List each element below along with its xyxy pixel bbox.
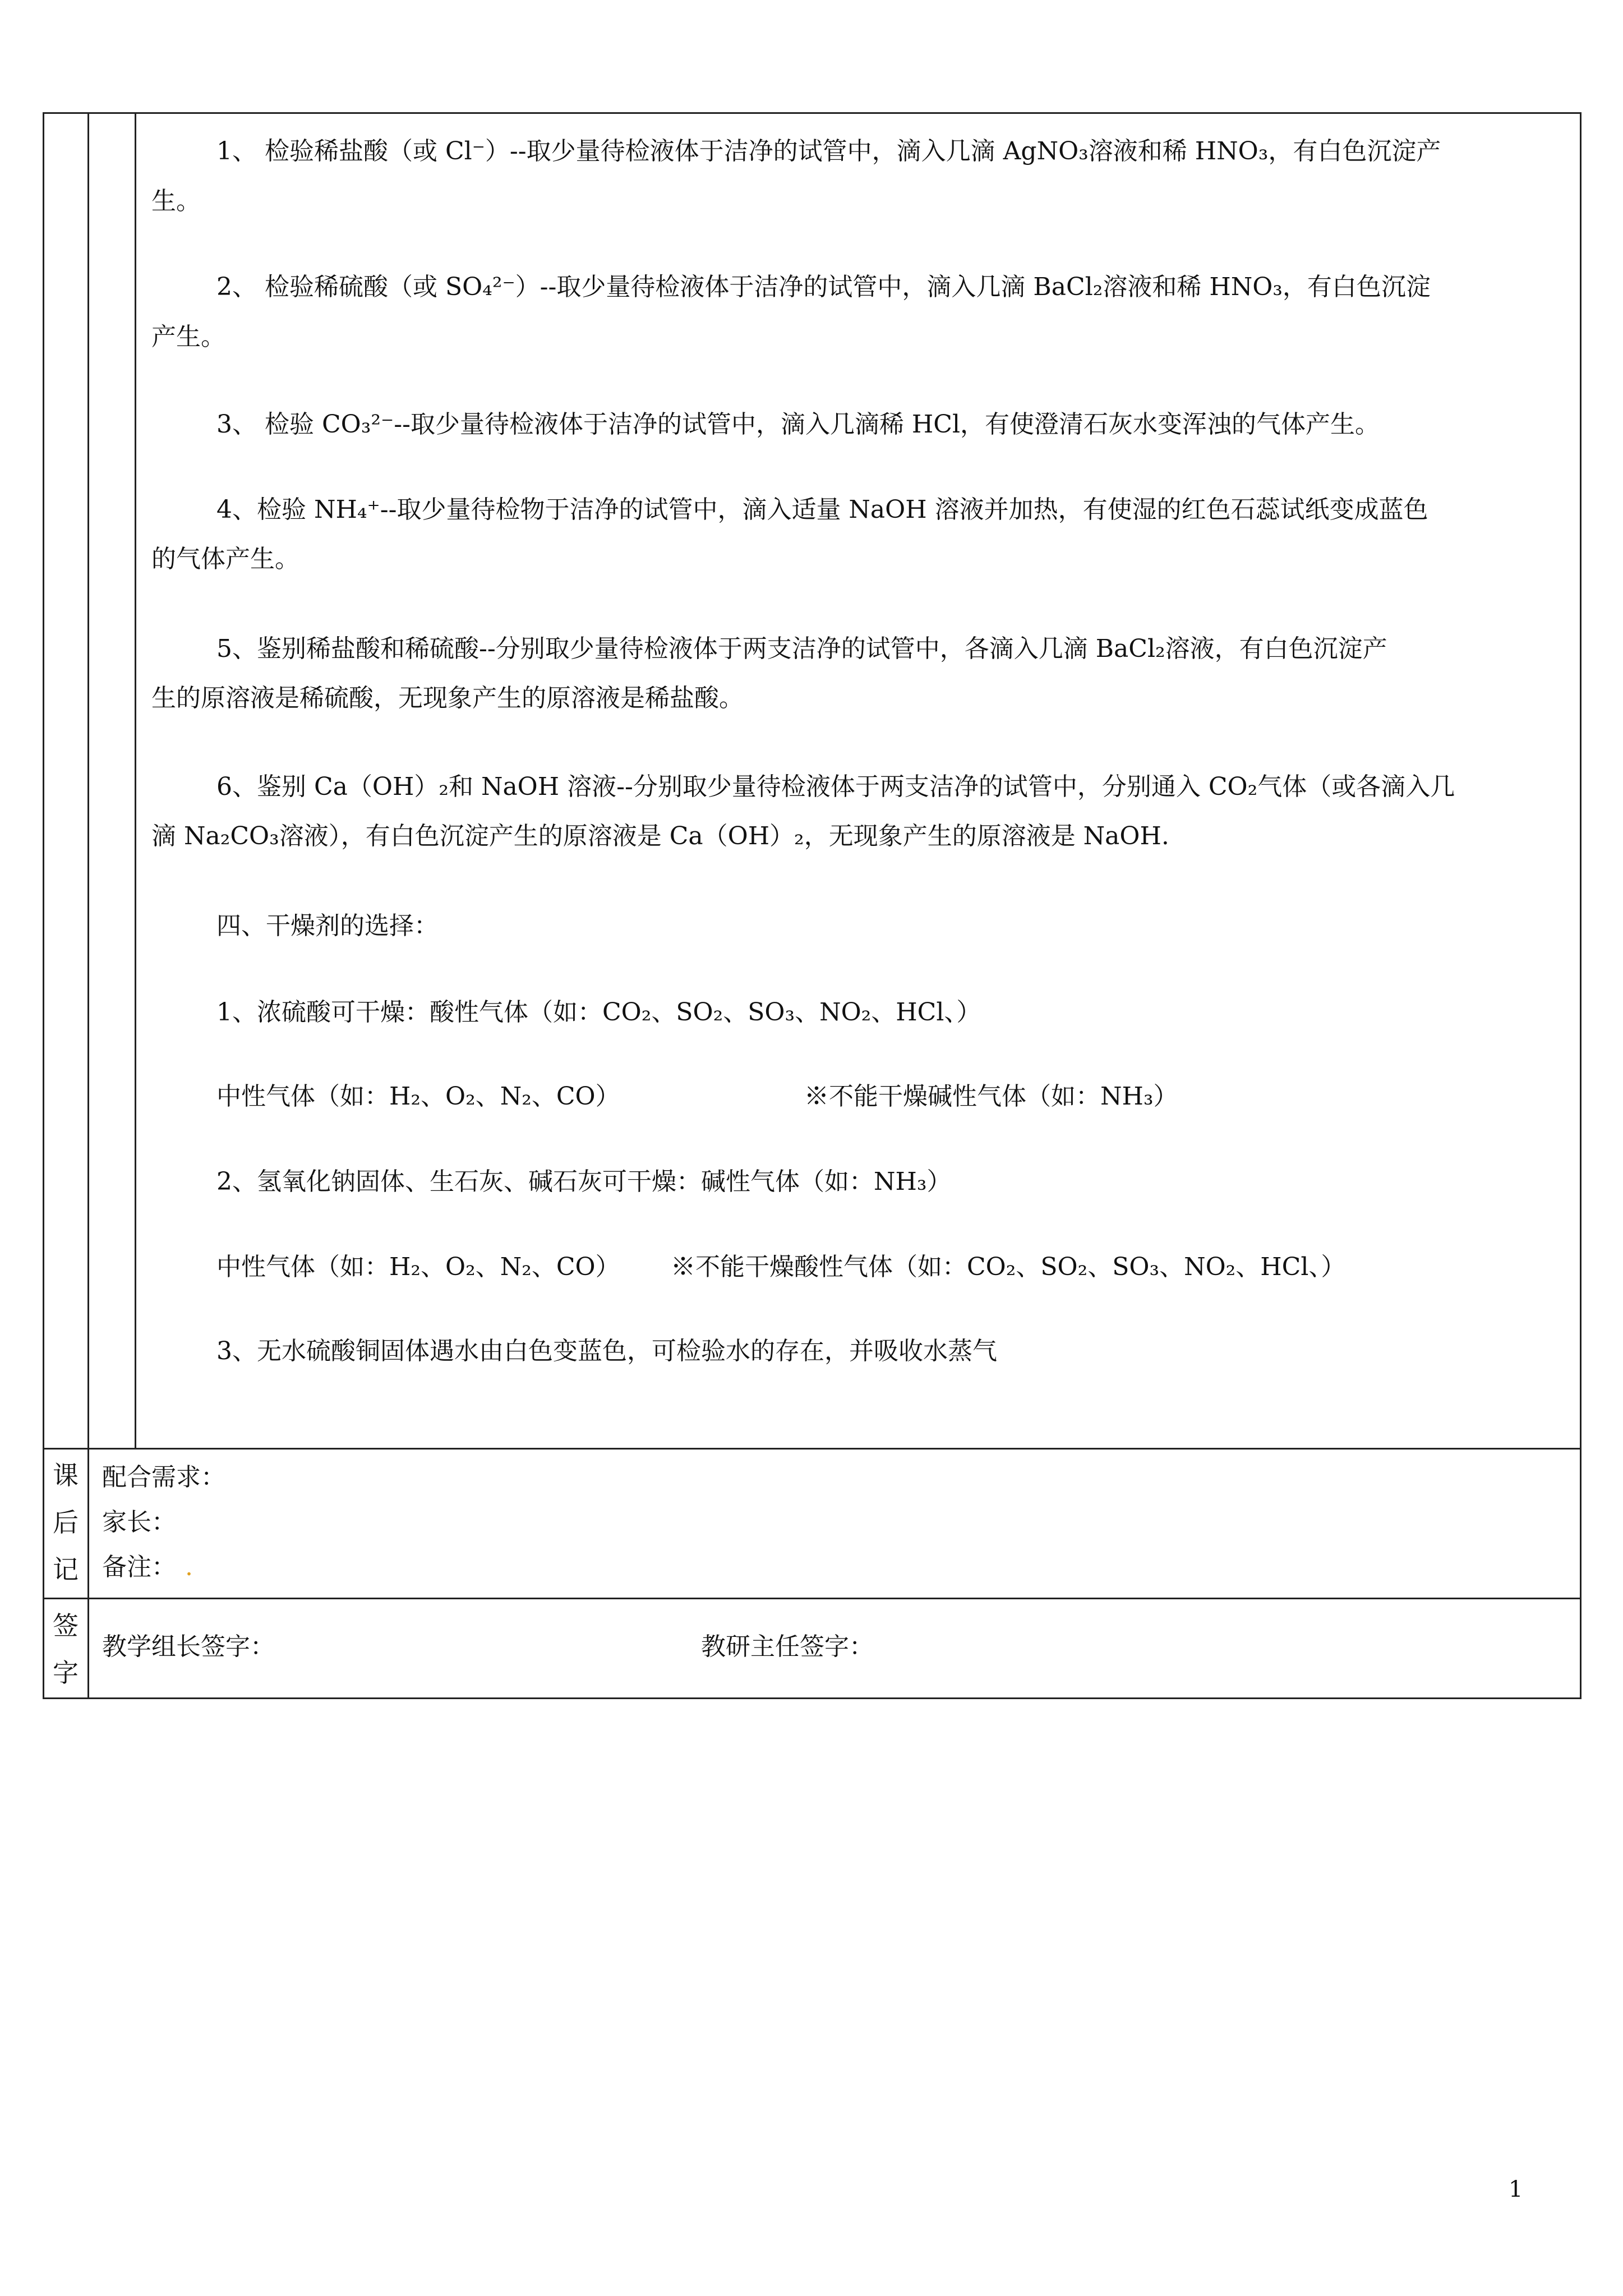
cooperation-needs-label: 配合需求： [102, 1463, 225, 1492]
paragraph-2-line-1: 2、 检验稀硫酸（或 SO₄²⁻）--取少量待检液体于洁净的试管中，滴入几滴 BaCl₂溶液和稀 HNO₃，有白色沉淀 [216, 273, 1431, 301]
signature-label [44, 1602, 87, 1696]
left-inner-border [87, 112, 89, 1699]
desiccant-2-neutral: 中性气体（如：H₂、O₂、N₂、CO） [216, 1253, 620, 1281]
signature-label-char-2: 字 [53, 1658, 79, 1688]
desiccant-2: 2、氢氧化钠固体、生石灰、碱石灰可干燥：碱性气体（如：NH₃） [216, 1167, 952, 1196]
paragraph-6-line-1: 6、鉴别 Ca（OH）₂和 NaOH 溶液--分别取少量待检液体于两支洁净的试管中，分别通入 CO₂气体（或各滴入几 [216, 772, 1455, 801]
paragraph-3: 3、 检验 CO₃²⁻--取少量待检液体于洁净的试管中，滴入几滴稀 HCl，有使澄清石灰水变浑浊的气体产生。 [216, 410, 1380, 439]
paragraph-6-line-2: 滴 Na₂CO₃溶液），有白色沉淀产生的原溶液是 Ca（OH）₂，无现象产生的原溶液是 NaOH. [151, 822, 1169, 850]
remarks-mark: . [185, 1553, 193, 1581]
desiccant-3: 3、无水硫酸铜固体遇水由白色变蓝色，可检验水的存在，并吸收水蒸气 [216, 1337, 997, 1365]
section-heading-4: 四、干燥剂的选择： [216, 912, 439, 940]
desiccant-2-note: ※不能干燥酸性气体（如：CO₂、SO₂、SO₃、NO₂、HCl、） [671, 1253, 1346, 1281]
row-divider-signature [43, 1598, 1581, 1599]
desiccant-1: 1、浓硫酸可干燥：酸性气体（如：CO₂、SO₂、SO₃、NO₂、HCl、） [216, 998, 981, 1027]
desiccant-1-neutral: 中性气体（如：H₂、O₂、N₂、CO） [216, 1082, 620, 1111]
after-class-label [44, 1452, 87, 1593]
content-left-border [135, 112, 136, 1448]
paragraph-4-line-2: 的气体产生。 [151, 545, 299, 573]
paragraph-2-line-2: 产生。 [151, 323, 225, 351]
paragraph-1-line-1: 1、 检验稀盐酸（或 Cl⁻）--取少量待检液体于洁净的试管中，滴入几滴 AgNO₃溶液和稀 HNO₃，有白色沉淀产 [216, 137, 1441, 165]
remarks-label: 备注： [102, 1553, 176, 1581]
paragraph-4-line-1: 4、检验 NH₄⁺--取少量待检物于洁净的试管中，滴入适量 NaOH 溶液并加热，有使湿的红色石蕊试纸变成蓝色 [216, 495, 1428, 524]
signature-label-char-1: 签 [53, 1611, 79, 1641]
parent-label: 家长： [102, 1508, 176, 1536]
after-class-label-char-2: 后 [53, 1507, 79, 1538]
after-class-label-char-3: 记 [53, 1554, 79, 1585]
after-class-label-char-1: 课 [53, 1460, 79, 1490]
research-director-signature: 教研主任签字： [701, 1632, 874, 1661]
paragraph-5-line-2: 生的原溶液是稀硫酸，无现象产生的原溶液是稀盐酸。 [151, 684, 744, 712]
paragraph-5-line-1: 5、鉴别稀盐酸和稀硫酸--分别取少量待检液体于两支洁净的试管中，各滴入几滴 BaCl₂溶液，有白色沉淀产 [216, 634, 1387, 663]
page-number: 1 [1509, 2177, 1523, 2202]
teaching-leader-signature: 教学组长签字： [102, 1632, 275, 1661]
row-divider-after-class [43, 1448, 1581, 1450]
paragraph-1-line-2: 生。 [151, 187, 201, 215]
desiccant-1-note: ※不能干燥碱性气体（如：NH₃） [804, 1082, 1178, 1111]
